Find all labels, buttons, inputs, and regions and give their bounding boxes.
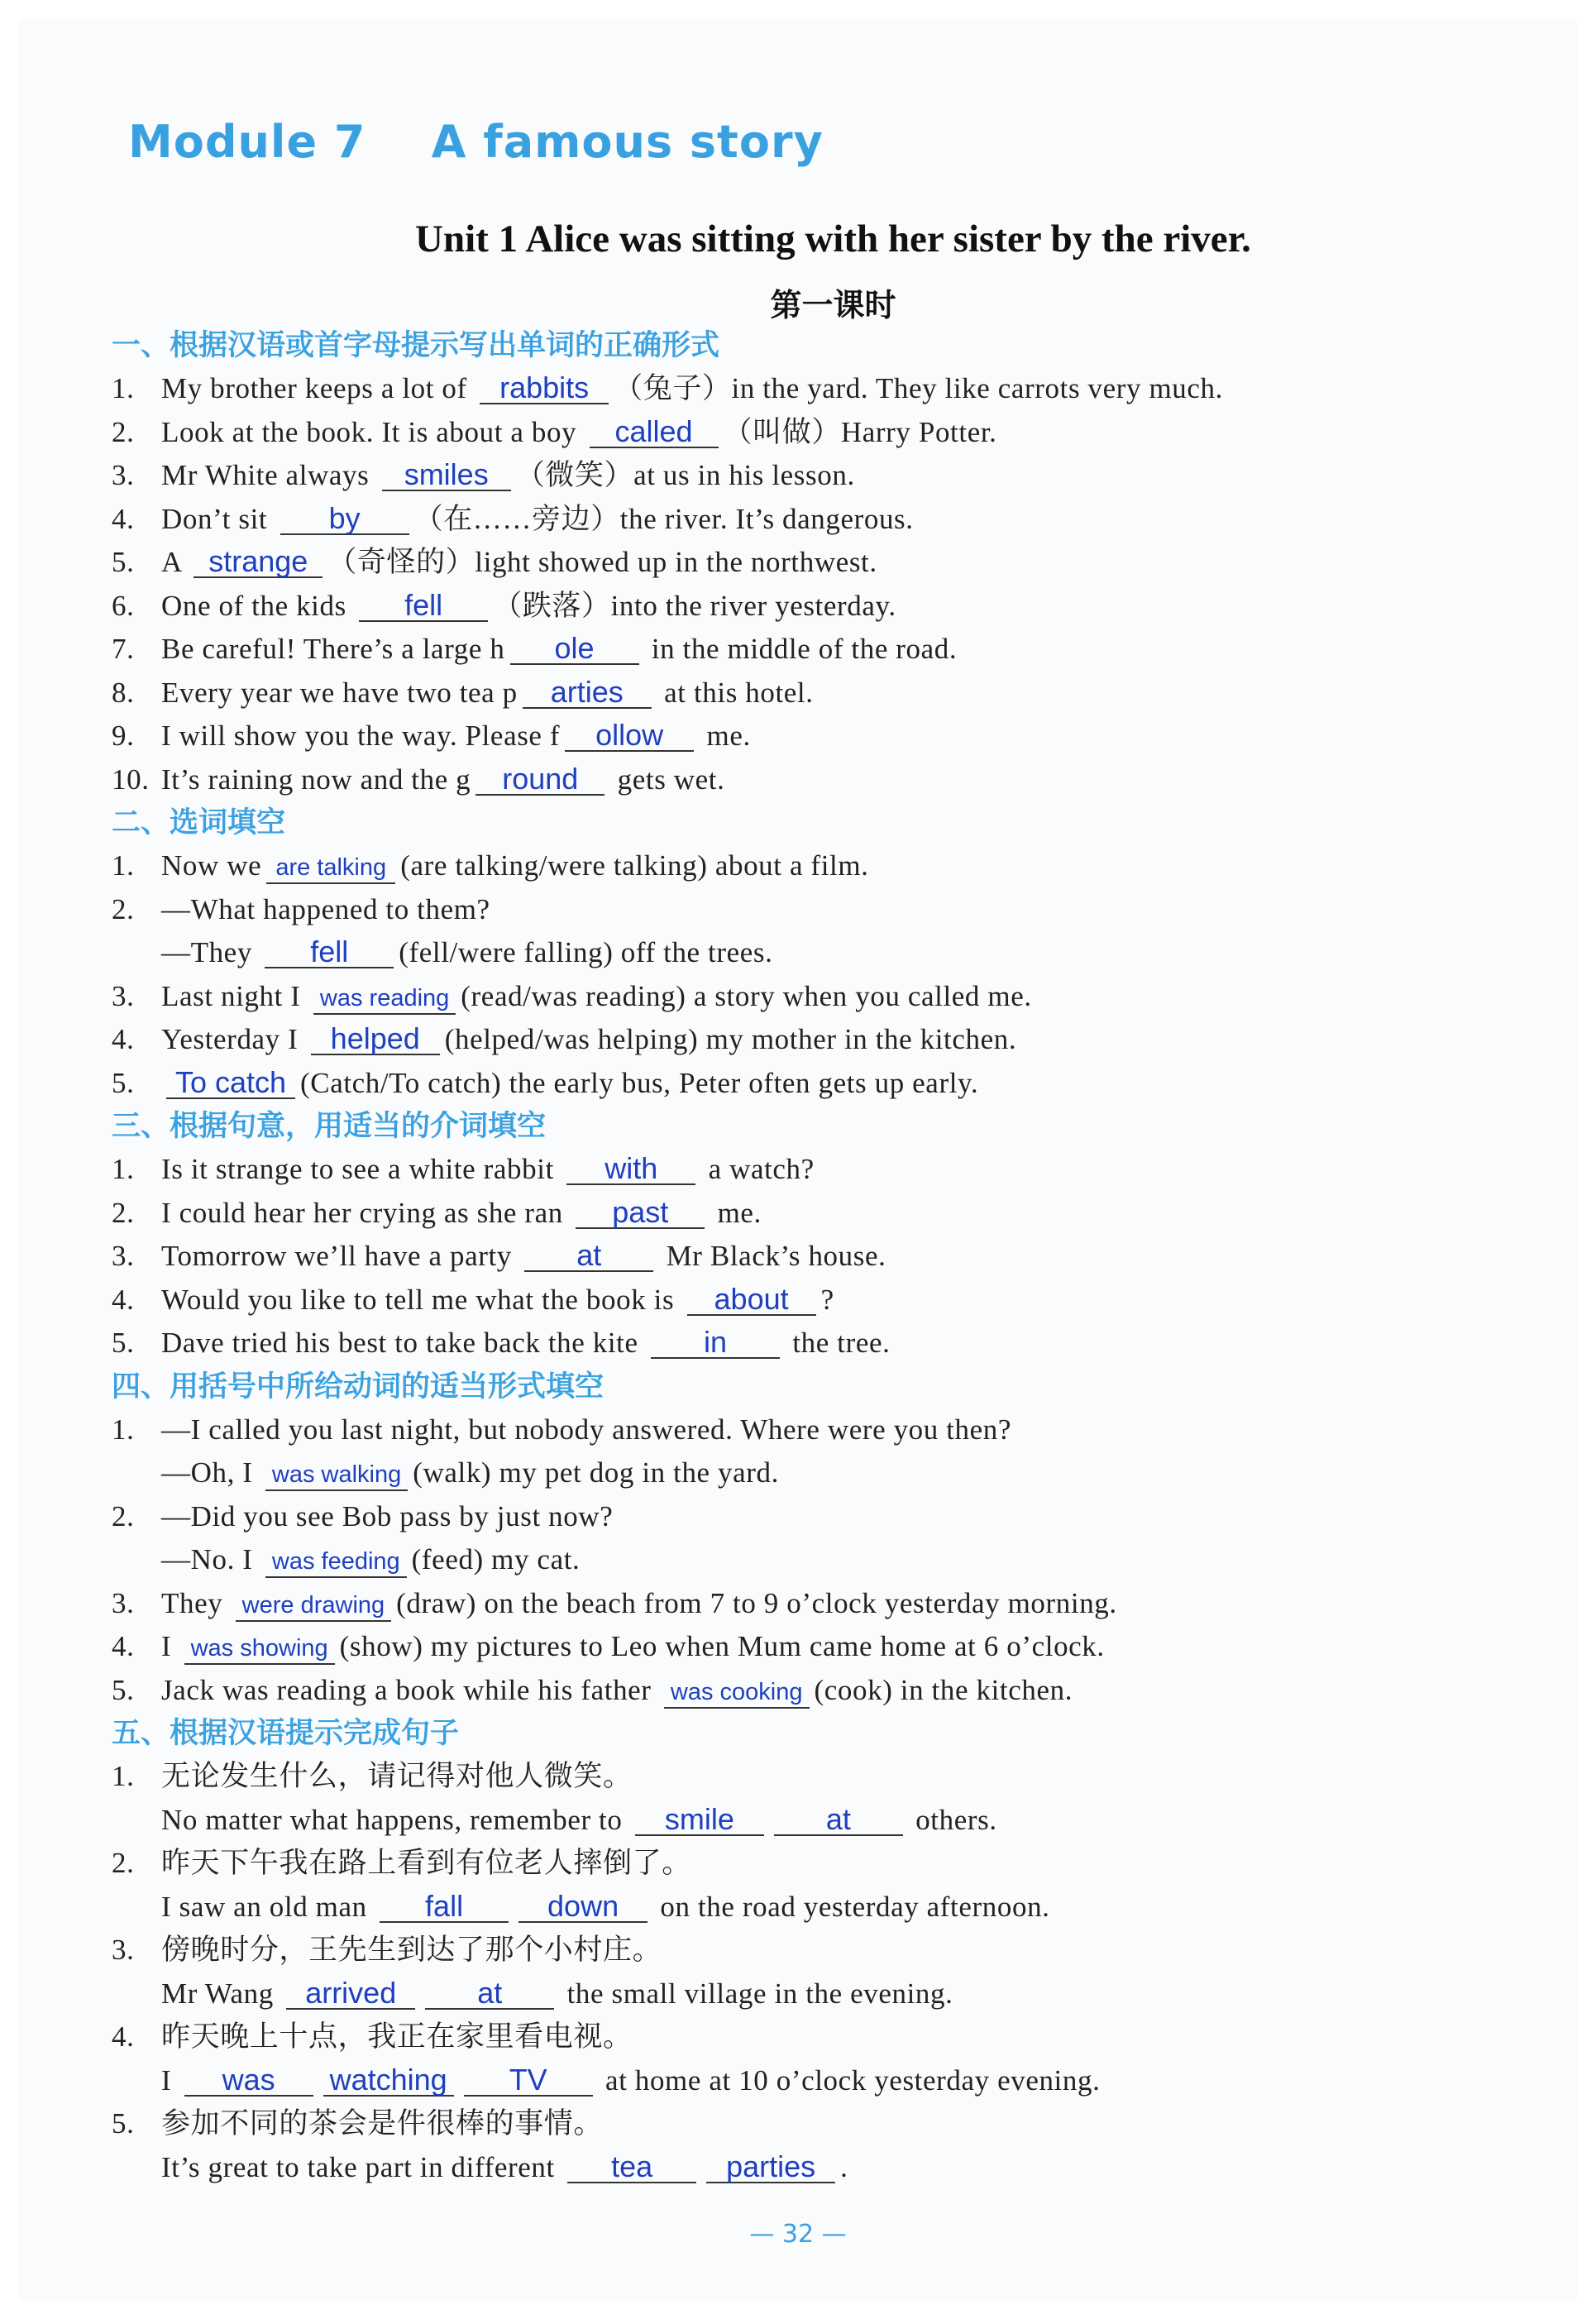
exercise-line xyxy=(112,1148,1517,1192)
sentence-end: Mr Black’s house. xyxy=(658,1240,886,1272)
sentence-start: Mr Wang xyxy=(161,1977,282,2010)
exercise-line xyxy=(112,844,1517,888)
answer-blank[interactable]: fell xyxy=(265,937,394,968)
sentence-end: （在……旁边）the river. It’s dangerous. xyxy=(413,502,914,535)
sentence-end: （叫做）Harry Potter. xyxy=(723,415,997,448)
exercise-line xyxy=(112,1062,1517,1106)
exercise-line xyxy=(112,411,1517,455)
item-number: 2. xyxy=(112,415,135,448)
exercise-line xyxy=(112,1625,1517,1669)
page-number: — 32 — xyxy=(749,2220,847,2249)
item-number: 5. xyxy=(112,2107,135,2140)
prompt-text: 昨天晚上十点，我正在家里看电视。 xyxy=(161,2020,633,2053)
sentence-start: I xyxy=(161,2063,179,2097)
item-number: 4. xyxy=(112,1630,135,1662)
exercise-line xyxy=(112,672,1517,715)
exercise-line xyxy=(112,541,1517,585)
answer-blank[interactable]: arties xyxy=(523,677,652,709)
unit-title: Unit 1 Alice was sitting with her sister by the river. xyxy=(415,218,1251,261)
sentence-start: It’s great to take part in different xyxy=(161,2150,563,2183)
section-heading: 四、用括号中所给动词的适当形式填空 xyxy=(112,1370,604,1403)
sentence-start: Now we xyxy=(161,849,262,882)
sentence-start: Yesterday I xyxy=(161,1023,306,1055)
sentence-end: at home at 10 o’clock yesterday evening. xyxy=(597,2063,1101,2097)
exercise-line xyxy=(112,1235,1517,1279)
answer-blank[interactable]: rabbits xyxy=(480,373,609,404)
exercise-line xyxy=(112,1322,1517,1365)
chinese-prompt xyxy=(112,1929,1517,1972)
exercise-line xyxy=(112,2146,1517,2190)
answer-blank[interactable]: To catch xyxy=(166,1068,295,1099)
sentence-end: (helped/was helping) my mother in the kitchen. xyxy=(444,1023,1017,1055)
sentence-end: others. xyxy=(907,1803,997,1836)
sentence-start: —What happened to them? xyxy=(161,892,490,925)
item-number: 2. xyxy=(112,1847,135,1879)
item-number: 10. xyxy=(112,763,150,796)
sentence-start: I will show you the way. Please f xyxy=(161,720,561,752)
sentence-start: —No. I xyxy=(161,1543,260,1575)
prompt-text: 傍晚时分，王先生到达了那个小村庄。 xyxy=(161,1934,662,1966)
sentence-end: me. xyxy=(699,720,751,752)
sentence-end: (draw) on the beach from 7 to 9 o’clock yesterday morning. xyxy=(396,1586,1117,1619)
item-number: 5. xyxy=(112,1066,135,1099)
exercise-line xyxy=(112,1799,1517,1843)
sentence-start: Would you like to tell me what the book is xyxy=(161,1283,682,1316)
prompt-text: 无论发生什么，请记得对他人微笑。 xyxy=(161,1760,633,1792)
sentence-end: （微笑）at us in his lesson. xyxy=(515,459,855,491)
answer-blank[interactable]: ollow xyxy=(565,720,694,752)
sentence-start: Jack was reading a book while his father xyxy=(161,1673,659,1706)
sentence-start: —They xyxy=(161,936,260,968)
sentence-start: It’s raining now and the g xyxy=(161,763,471,796)
item-number: 5. xyxy=(112,1673,135,1706)
answer-blank[interactable]: parties xyxy=(706,2152,835,2183)
sentence-end: (read/was reading) a story when you called me. xyxy=(461,979,1032,1012)
answer-blank[interactable]: with xyxy=(566,1154,695,1185)
chinese-prompt xyxy=(112,2102,1517,2146)
answer-blank[interactable]: watching xyxy=(323,2065,454,2097)
item-number: 7. xyxy=(112,633,135,665)
item-number: 3. xyxy=(112,979,135,1012)
exercise-line xyxy=(112,367,1517,411)
item-number: 2. xyxy=(112,892,135,925)
item-number: 5. xyxy=(112,1327,135,1359)
sentence-start: Don’t sit xyxy=(161,502,275,535)
sentence-start: —Did you see Bob pass by just now? xyxy=(161,1499,614,1532)
sentence-end: ? xyxy=(820,1283,834,1316)
sentence-end: the small village in the evening. xyxy=(559,1977,953,2010)
sentence-end: gets wet. xyxy=(609,763,725,796)
answer-blank[interactable]: fall xyxy=(380,1891,509,1923)
sentence-end: （兔子）in the yard. They like carrots very much. xyxy=(614,372,1223,404)
sentence-end: . xyxy=(840,2150,848,2183)
answer-blank[interactable]: in xyxy=(651,1327,780,1359)
sentence-start: Last night I xyxy=(161,979,308,1012)
sentence-start: My brother keeps a lot of xyxy=(161,372,475,404)
sentence-start: Dave tried his best to take back the kite xyxy=(161,1327,646,1359)
exercise-line xyxy=(112,975,1517,1019)
sentence-end: me. xyxy=(710,1196,762,1229)
chinese-prompt xyxy=(112,1755,1517,1799)
answer-blank[interactable]: were drawing xyxy=(236,1590,391,1622)
sentence-end: (are talking/were talking) about a film. xyxy=(400,849,869,882)
exercise-line xyxy=(112,1279,1517,1322)
exercise-content xyxy=(112,324,1517,2189)
answer-blank[interactable]: by xyxy=(280,504,409,535)
section-heading: 五、根据汉语提示完成句子 xyxy=(112,1717,460,1750)
sentence-end: the tree. xyxy=(785,1327,891,1359)
exercise-line xyxy=(112,715,1517,758)
sentence-start: One of the kids xyxy=(161,589,355,622)
sentence-start: A xyxy=(161,546,189,578)
sentence-end: in the middle of the road. xyxy=(643,633,958,665)
item-number: 4. xyxy=(112,1023,135,1055)
exercise-line xyxy=(112,498,1517,542)
item-number: 1. xyxy=(112,1413,135,1446)
sentence-start: Every year we have two tea p xyxy=(161,676,518,709)
exercise-line xyxy=(112,1972,1517,2016)
exercise-line xyxy=(112,2059,1517,2103)
exercise-line xyxy=(112,1582,1517,1626)
answer-blank[interactable]: strange xyxy=(194,547,323,578)
answer-blank[interactable]: was feeding xyxy=(265,1547,407,1578)
item-number: 8. xyxy=(112,676,135,709)
exercise-line xyxy=(112,1451,1517,1495)
sentence-end: at this hotel. xyxy=(656,676,814,709)
item-number: 4. xyxy=(112,1283,135,1316)
answer-blank[interactable]: fell xyxy=(359,591,488,622)
answer-blank[interactable]: helped xyxy=(311,1024,440,1055)
module-title: Module 7 A famous story xyxy=(128,116,824,168)
section-heading: 三、根据句意，用适当的介词填空 xyxy=(112,1110,547,1143)
answer-blank[interactable]: was xyxy=(184,2065,313,2097)
sentence-start: —I called you last night, but nobody answered. Where were you then? xyxy=(161,1413,1012,1446)
sentence-end: (show) my pictures to Leo when Mum came home at 6 o’clock. xyxy=(339,1630,1105,1662)
item-number: 3. xyxy=(112,1586,135,1619)
answer-blank[interactable]: was showing xyxy=(184,1633,335,1665)
item-number: 2. xyxy=(112,1499,135,1532)
exercise-line xyxy=(112,1538,1517,1582)
sentence-start: I xyxy=(161,1630,179,1662)
sentence-end: （奇怪的）light showed up in the northwest. xyxy=(327,546,877,578)
item-number: 4. xyxy=(112,2020,135,2053)
sentence-end: （跌落）into the river yesterday. xyxy=(493,589,896,622)
item-number: 3. xyxy=(112,1240,135,1272)
item-number: 3. xyxy=(112,459,135,491)
section-heading: 一、根据汉语或首字母提示写出单词的正确形式 xyxy=(112,329,720,362)
sentence-start: Be careful! There’s a large h xyxy=(161,633,505,665)
item-number: 5. xyxy=(112,546,135,578)
answer-blank[interactable]: about xyxy=(687,1284,816,1316)
lesson-title: 第一课时 xyxy=(770,287,896,323)
item-number: 1. xyxy=(112,372,135,404)
item-number: 2. xyxy=(112,1196,135,1229)
answer-blank[interactable]: tea xyxy=(567,2152,696,2183)
sentence-end: a watch? xyxy=(700,1153,815,1185)
item-number: 6. xyxy=(112,589,135,622)
item-number: 9. xyxy=(112,720,135,752)
sentence-end: (walk) my pet dog in the yard. xyxy=(413,1456,779,1489)
answer-blank[interactable]: round xyxy=(475,764,604,796)
sentence-start: Is it strange to see a white rabbit xyxy=(161,1153,562,1185)
chinese-prompt xyxy=(112,1842,1517,1886)
sentence-start: I could hear her crying as she ran xyxy=(161,1196,571,1229)
exercise-line xyxy=(112,1192,1517,1236)
sentence-start: Mr White always xyxy=(161,459,377,491)
answer-blank[interactable]: was cooking xyxy=(664,1677,810,1709)
sentence-start: —Oh, I xyxy=(161,1456,260,1489)
item-number: 1. xyxy=(112,1153,135,1185)
exercise-line xyxy=(112,628,1517,672)
sentence-end: (Catch/To catch) the early bus, Peter often gets up early. xyxy=(300,1066,979,1099)
exercise-line xyxy=(112,888,1517,932)
exercise-line xyxy=(112,1669,1517,1713)
answer-blank[interactable]: arrived xyxy=(286,1978,415,2010)
sentence-start: They xyxy=(161,1586,231,1619)
sentence-start: Look at the book. It is about a boy xyxy=(161,415,585,448)
item-number: 4. xyxy=(112,502,135,535)
answer-blank[interactable]: smile xyxy=(635,1805,764,1836)
answer-blank[interactable]: ole xyxy=(510,634,639,665)
exercise-line xyxy=(112,1018,1517,1062)
answer-blank[interactable]: was walking xyxy=(265,1460,408,1491)
section-heading: 二、选词填空 xyxy=(112,806,286,839)
item-number: 1. xyxy=(112,1760,135,1792)
item-number: 1. xyxy=(112,849,135,882)
sentence-end: (feed) my cat. xyxy=(411,1543,581,1575)
sentence-end: (fell/were falling) off the trees. xyxy=(399,936,773,968)
answer-blank[interactable]: called xyxy=(590,417,719,448)
exercise-line xyxy=(112,454,1517,498)
answer-blank[interactable]: smiles xyxy=(382,460,511,491)
sentence-end: on the road yesterday afternoon. xyxy=(652,1890,1050,1923)
answer-blank[interactable]: down xyxy=(518,1891,647,1923)
sentence-end: (cook) in the kitchen. xyxy=(814,1673,1073,1706)
prompt-text: 昨天下午我在路上看到有位老人摔倒了。 xyxy=(161,1847,691,1879)
answer-blank[interactable]: at xyxy=(524,1241,653,1272)
answer-blank[interactable]: at xyxy=(425,1978,554,2010)
exercise-line xyxy=(112,1886,1517,1929)
answer-blank[interactable]: at xyxy=(774,1805,903,1836)
answer-blank[interactable]: past xyxy=(576,1198,705,1229)
exercise-line xyxy=(112,1495,1517,1539)
exercise-line xyxy=(112,931,1517,975)
answer-blank[interactable]: are talking xyxy=(266,853,395,884)
sentence-start: No matter what happens, remember to xyxy=(161,1803,630,1836)
exercise-line xyxy=(112,758,1517,802)
answer-blank[interactable]: was reading xyxy=(313,983,456,1015)
sentence-start: Tomorrow we’ll have a party xyxy=(161,1240,520,1272)
chinese-prompt xyxy=(112,2015,1517,2059)
sentence-start: I saw an old man xyxy=(161,1890,375,1923)
answer-blank[interactable]: TV xyxy=(464,2065,593,2097)
exercise-line xyxy=(112,585,1517,629)
exercise-line xyxy=(112,1408,1517,1452)
item-number: 3. xyxy=(112,1934,135,1966)
prompt-text: 参加不同的茶会是件很棒的事情。 xyxy=(161,2107,604,2140)
